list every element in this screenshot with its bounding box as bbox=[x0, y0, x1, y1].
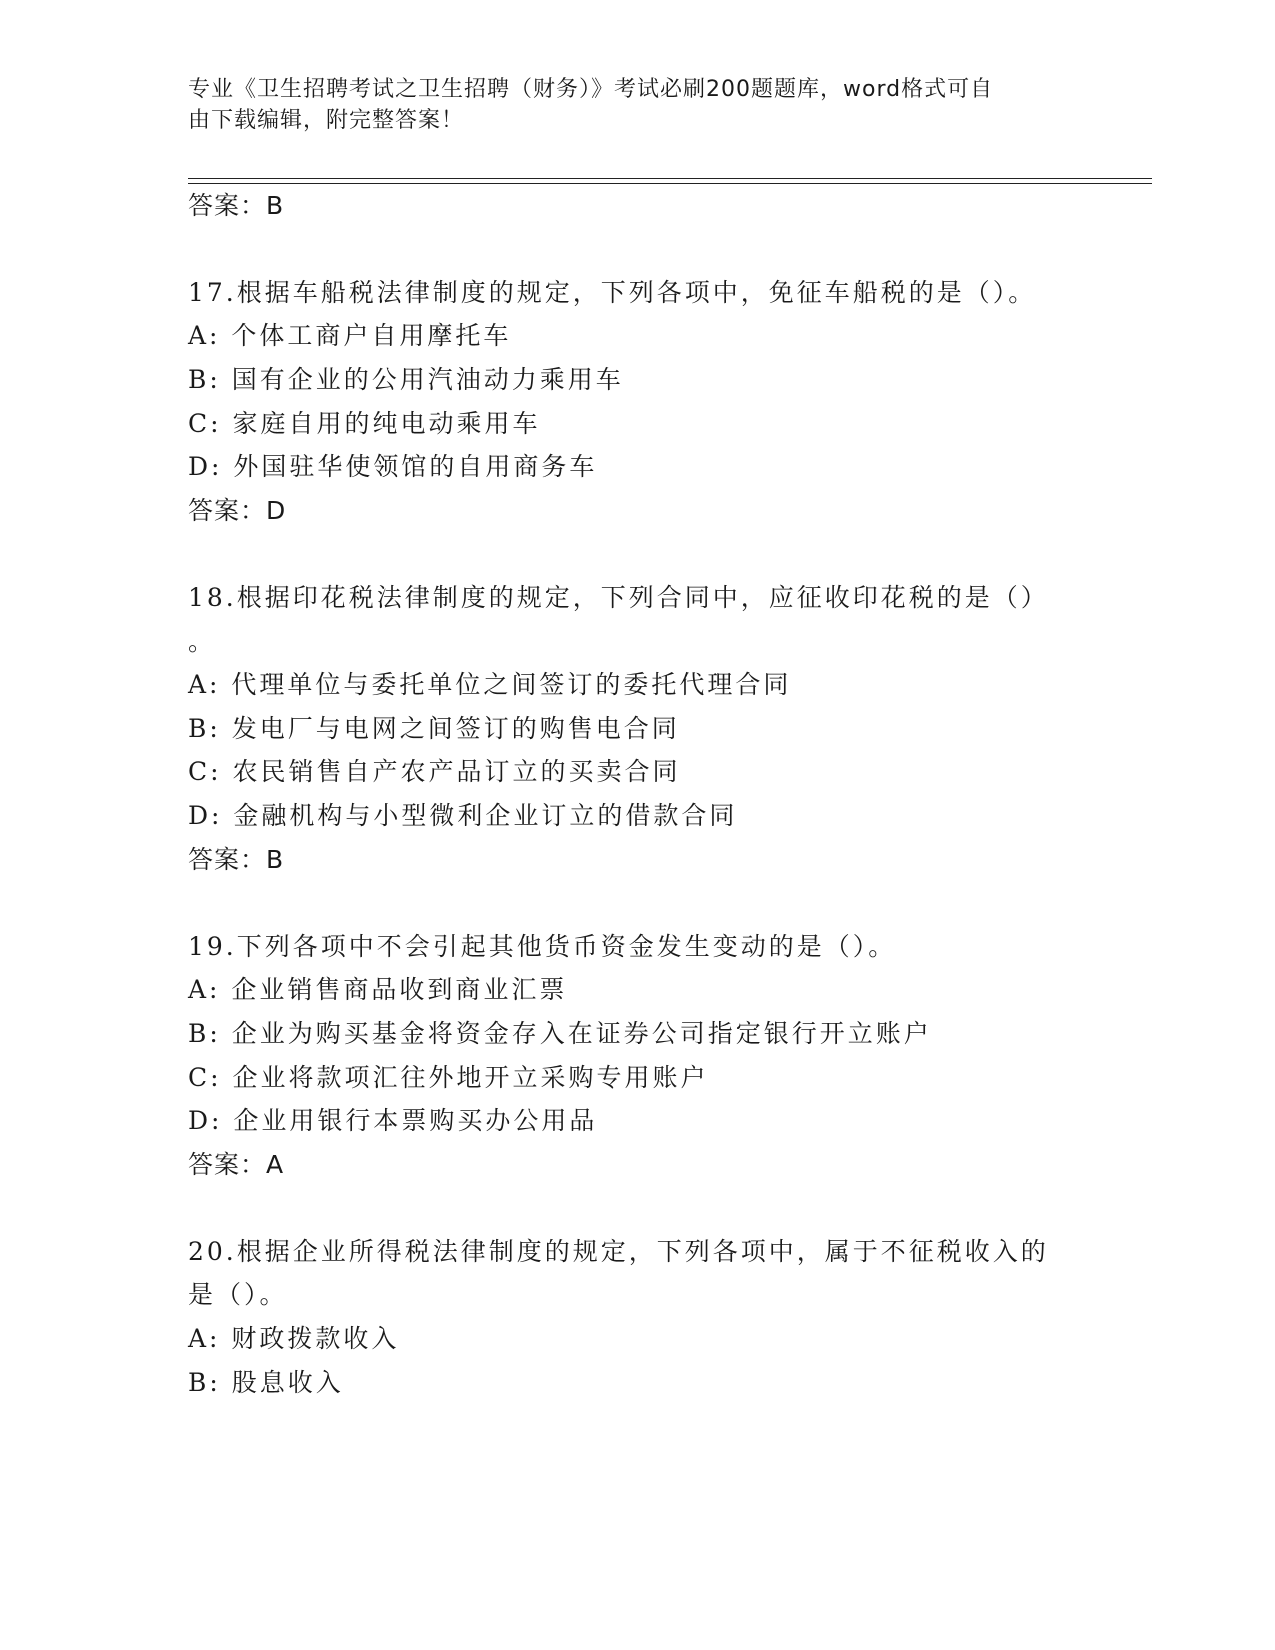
header-line-1: 专业《卫生招聘考试之卫生招聘（财务）》考试必刷200题题库，word格式可自 bbox=[188, 77, 994, 102]
question-stem: 19.下列各项中不会引起其他货币资金发生变动的是（）。 bbox=[188, 932, 897, 961]
option-b: B: 国有企业的公用汽油动力乘用车 bbox=[188, 365, 624, 394]
question-stem-continuation: 。 bbox=[188, 627, 217, 656]
answer-line: 答案：B bbox=[188, 191, 285, 220]
answer-line: 答案：B bbox=[188, 845, 285, 874]
question-stem: 20.根据企业所得税法律制度的规定，下列各项中，属于不征税收入的 bbox=[188, 1237, 1049, 1266]
document-header bbox=[188, 74, 1068, 136]
question-stem: 18.根据印花税法律制度的规定，下列合同中，应征收印花税的是（） bbox=[188, 583, 1049, 612]
question-stem-continuation: 是（）。 bbox=[188, 1280, 288, 1309]
question-stem: 17.根据车船税法律制度的规定，下列各项中，免征车船税的是（）。 bbox=[188, 278, 1037, 307]
option-a: A: 代理单位与委托单位之间签订的委托代理合同 bbox=[188, 670, 792, 699]
header-line-2: 由下载编辑，附完整答案！ bbox=[188, 108, 465, 133]
option-a: A: 企业销售商品收到商业汇票 bbox=[188, 975, 568, 1004]
option-d: D: 金融机构与小型微利企业订立的借款合同 bbox=[188, 801, 738, 830]
option-d: D: 企业用银行本票购买办公用品 bbox=[188, 1106, 598, 1135]
option-c: C: 农民销售自产农产品订立的买卖合同 bbox=[188, 757, 681, 786]
header-divider-bottom bbox=[188, 183, 1152, 184]
option-a: A: 个体工商户自用摩托车 bbox=[188, 321, 512, 350]
header-divider-top bbox=[188, 178, 1152, 179]
answer-line: 答案：A bbox=[188, 1150, 285, 1179]
option-a: A: 财政拨款收入 bbox=[188, 1324, 400, 1353]
option-d: D: 外国驻华使领馆的自用商务车 bbox=[188, 452, 598, 481]
option-c: C: 企业将款项汇往外地开立采购专用账户 bbox=[188, 1063, 709, 1092]
option-b: B: 发电厂与电网之间签订的购售电合同 bbox=[188, 714, 680, 743]
answer-line: 答案：D bbox=[188, 496, 287, 525]
option-b: B: 企业为购买基金将资金存入在证券公司指定银行开立账户 bbox=[188, 1019, 932, 1048]
option-c: C: 家庭自用的纯电动乘用车 bbox=[188, 409, 541, 438]
option-b: B: 股息收入 bbox=[188, 1368, 344, 1397]
